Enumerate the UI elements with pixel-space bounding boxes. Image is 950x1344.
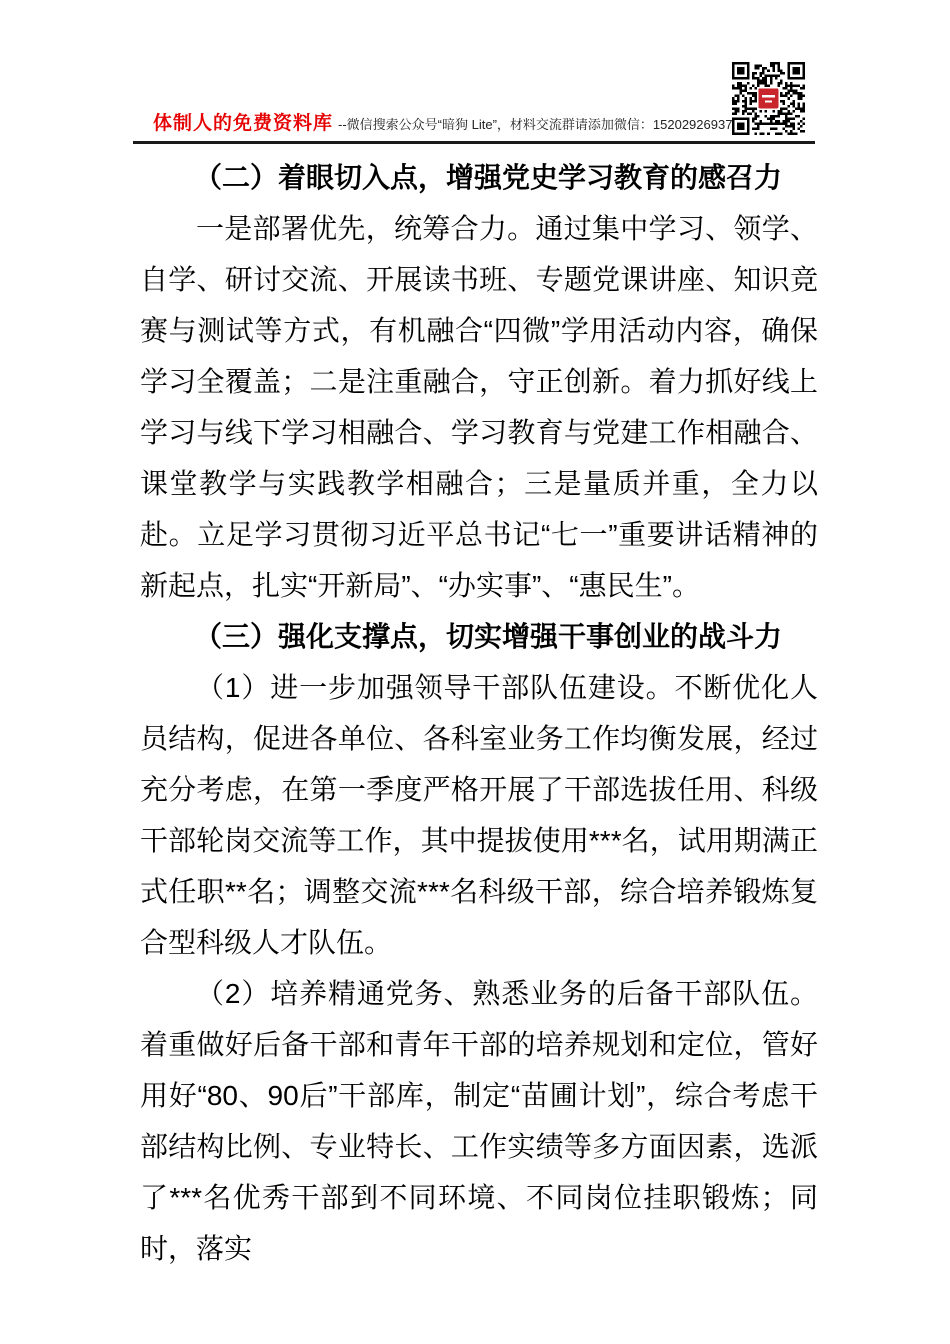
section-heading: （三）强化支撑点，切实增强干事创业的战斗力 xyxy=(194,621,783,652)
document-body xyxy=(140,152,818,1274)
brand-title: 体制人的免费资料库 xyxy=(153,113,334,134)
header-divider xyxy=(133,141,815,144)
header-text-row xyxy=(153,108,732,135)
wechat-qr-code-icon xyxy=(732,62,805,135)
brand-tagline: --微信搜索公众号“暗狗 Lite”，材料交流群请添加微信：15202926937 xyxy=(338,117,733,132)
paragraph: 一是部署优先，统筹合力。通过集中学习、领学、自学、研讨交流、开展读书班、专题党课讲座、知识竞赛与测试等方式，有机融合“四微”学用活动内容，确保学习全覆盖；二是注重融合，守正创新。着力抓好线上学习与线下学习相融合、学习教育与党建工作相融合、课堂教学与实践教学相融合；三是量质并重，全力以赴。立足学习贯彻习近平总书记“七一”重要讲话精神的新起点，扎实“开新局”、“办实事”、“惠民生”。 xyxy=(140,213,818,601)
paragraph: （2）培养精通党务、熟悉业务的后备干部队伍。着重做好后备干部和青年干部的培养规划和定位，管好用好“80、90后”干部库，制定“苗圃计划”，综合考虑干部结构比例、专业特长、工作实绩等多方面因素，选派了***名优秀干部到不同环境、不同岗位挂职锻炼；同时，落实 xyxy=(140,978,818,1264)
paragraph: （1）进一步加强领导干部队伍建设。不断优化人员结构，促进各单位、各科室业务工作均衡发展，经过充分考虑，在第一季度严格开展了干部选拔任用、科级干部轮岗交流等工作，其中提拔使用***名，试用期满正式任职**名；调整交流***名科级干部，综合培养锻炼复合型科级人才队伍。 xyxy=(140,672,818,958)
section-heading: （二）着眼切入点，增强党史学习教育的感召力 xyxy=(194,162,783,193)
